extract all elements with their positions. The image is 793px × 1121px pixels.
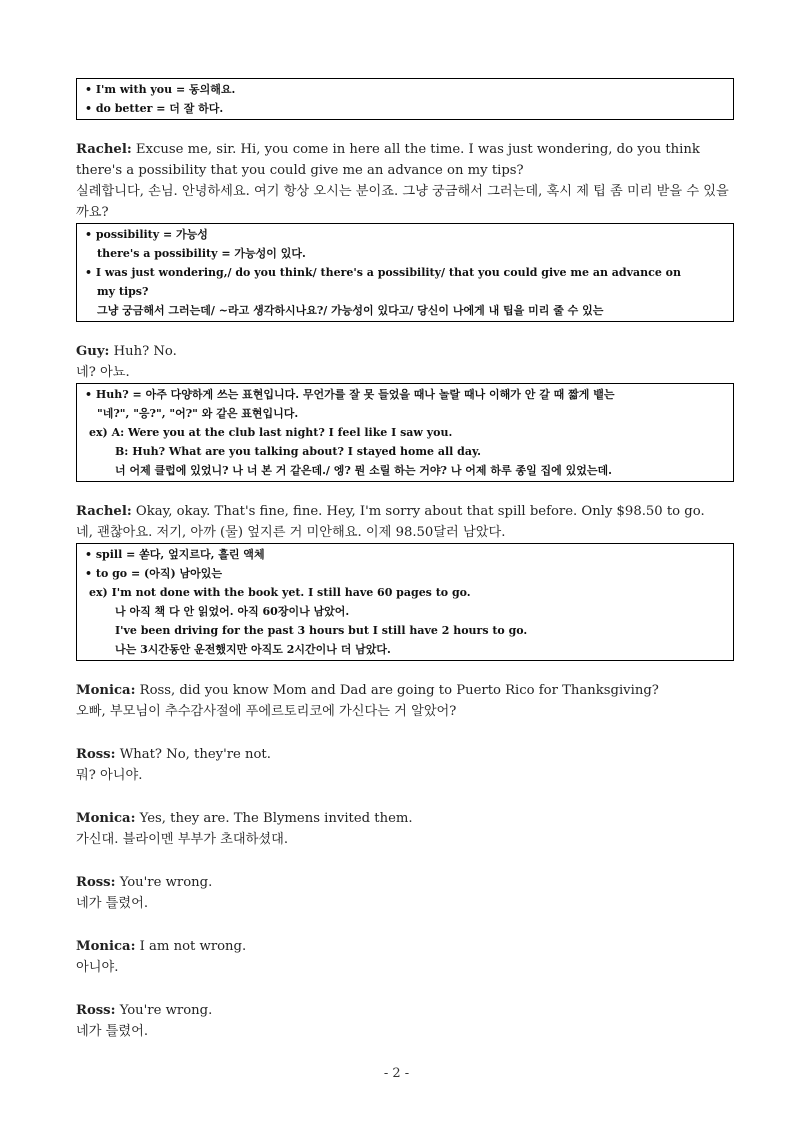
dialogue-line-rachel	[76, 501, 734, 543]
dialogue-line-monica	[76, 680, 734, 722]
vocab-box-3	[76, 383, 734, 482]
english-text: You're wrong.	[119, 1003, 213, 1018]
dialogue-line-ross	[76, 1000, 734, 1042]
english-text: I am not wrong.	[139, 939, 247, 954]
speaker-name: Monica:	[76, 939, 136, 954]
vocab-line: • I'm with you = 동의해요.	[85, 83, 236, 96]
english-line	[76, 1000, 734, 1021]
english-text: You're wrong.	[119, 875, 213, 890]
korean-translation: 네가 틀렸어.	[76, 896, 149, 911]
example-line: 너 어제 클럽에 있었니? 나 너 본 거 같은데./ 엥? 뭔 소릴 하는 거야? 나 어제 하루 종일 집에 있었는데.	[115, 464, 612, 477]
example-line: 나 아직 책 다 안 읽었어. 아직 60장이나 남았어.	[115, 605, 350, 618]
dialogue-line-monica	[76, 808, 734, 850]
english-line	[76, 872, 734, 893]
vocab-box-4	[76, 543, 734, 661]
english-text: Ross, did you know Mom and Dad are going to Puerto Rico for Thanksgiving?	[139, 683, 659, 698]
dialogue-line-guy	[76, 341, 734, 383]
vocab-line: 그냥 궁금해서 그러는데/ ~라고 생각하시나요?/ 가능성이 있다고/ 당신이 나에게 내 팁을 미리 줄 수 있는	[97, 304, 604, 317]
english-line	[76, 744, 734, 765]
english-line	[76, 139, 734, 181]
speaker-name: Rachel:	[76, 504, 132, 519]
korean-translation: 가신대. 블라이멘 부부가 초대하셨대.	[76, 832, 289, 847]
vocab-line: • Huh? = 아주 다양하게 쓰는 표현입니다. 무언가를 잘 못 들었을 때나 놀랄 때나 이해가 안 갈 때 짧게 뱉는	[85, 388, 615, 401]
english-text: Huh? No.	[113, 344, 177, 359]
example-line: I've been driving for the past 3 hours but I still have 2 hours to go.	[115, 624, 528, 637]
english-line	[76, 501, 734, 522]
example-line: ex) I'm not done with the book yet. I still have 60 pages to go.	[89, 586, 471, 599]
korean-translation: 실례합니다, 손님. 안녕하세요. 여기 항상 오시는 분이죠. 그냥 궁금해서 그러는데, 혹시 제 팁 좀 미리 받을 수 있을까요?	[76, 184, 729, 220]
vocab-line: "네?", "응?", "어?" 와 같은 표현입니다.	[97, 407, 299, 420]
english-text: Okay, okay. That's fine, fine. Hey, I'm sorry about that spill before. Only $98.50 to go.	[135, 504, 705, 519]
vocab-line: • do better = 더 잘 하다.	[85, 102, 224, 115]
page-number: - 2 -	[383, 1066, 410, 1081]
english-text: Yes, they are. The Blymens invited them.	[139, 811, 413, 826]
vocab-box-2	[76, 223, 734, 322]
english-line	[76, 341, 734, 362]
dialogue-line-monica	[76, 936, 734, 978]
document-page	[76, 78, 734, 1042]
example-line: B: Huh? What are you talking about? I stayed home all day.	[115, 445, 481, 458]
dialogue-line-rachel	[76, 139, 734, 223]
english-text: Excuse me, sir. Hi, you come in here all the time. I was just wondering, do you think there's a possibility that you could give me an advance on my tips?	[76, 142, 700, 178]
speaker-name: Monica:	[76, 683, 136, 698]
korean-translation: 아니야.	[76, 960, 119, 975]
english-line	[76, 808, 734, 829]
dialogue-line-ross	[76, 872, 734, 914]
vocab-line: there's a possibility = 가능성이 있다.	[97, 247, 306, 260]
vocab-line: • spill = 쏟다, 엎지르다, 흘린 액체	[85, 548, 265, 561]
korean-translation: 네? 아뇨.	[76, 365, 130, 380]
korean-translation: 오빠, 부모님이 추수감사절에 푸에르토리코에 가신다는 거 알았어?	[76, 704, 457, 719]
example-line: ex) A: Were you at the club last night? I feel like I saw you.	[89, 426, 453, 439]
english-line	[76, 680, 734, 701]
english-text: What? No, they're not.	[119, 747, 271, 762]
vocab-line: • to go = (아직) 남아있는	[85, 567, 223, 580]
speaker-name: Rachel:	[76, 142, 132, 157]
english-line	[76, 936, 734, 957]
speaker-name: Monica:	[76, 811, 136, 826]
vocab-line: my tips?	[97, 285, 149, 298]
speaker-name: Guy:	[76, 344, 110, 359]
korean-translation: 네, 괜찮아요. 저기, 아까 (물) 엎지른 거 미안해요. 이제 98.50달러 남았다.	[76, 525, 506, 540]
korean-translation: 네가 틀렸어.	[76, 1024, 149, 1039]
vocab-line: • possibility = 가능성	[85, 228, 208, 241]
example-line: 나는 3시간동안 운전했지만 아직도 2시간이나 더 남았다.	[115, 643, 391, 656]
speaker-name: Ross:	[76, 747, 116, 762]
vocab-box-1	[76, 78, 734, 120]
speaker-name: Ross:	[76, 1003, 116, 1018]
vocab-line: • I was just wondering,/ do you think/ there's a possibility/ that you could give me an advance on	[85, 266, 681, 279]
speaker-name: Ross:	[76, 875, 116, 890]
korean-translation: 뭐? 아니야.	[76, 768, 143, 783]
dialogue-line-ross	[76, 744, 734, 786]
